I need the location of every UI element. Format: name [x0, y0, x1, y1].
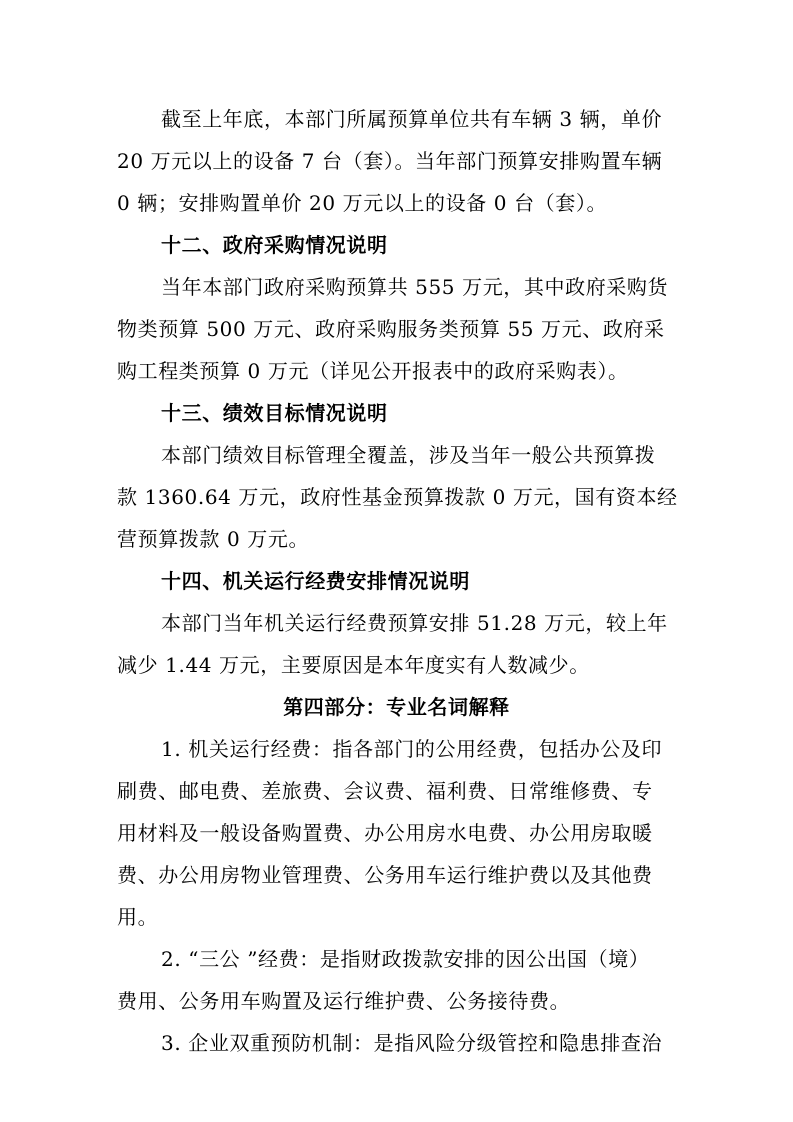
section-heading-operating-costs: 十四、机关运行经费安排情况说明	[161, 569, 470, 593]
glossary-item-3-line-1: 3. 企业双重预防机制：是指风险分级管控和隐患排查治	[161, 1031, 663, 1055]
paragraph-vehicles-line-1: 截至上年底，本部门所属预算单位共有车辆 3 辆，单价	[161, 107, 663, 131]
glossary-item-1-line-1: 1. 机关运行经费：指各部门的公用经费，包括办公及印	[161, 737, 663, 761]
paragraph-operating-costs-line-2: 减少 1.44 万元，主要原因是本年度实有人数减少。	[117, 653, 590, 677]
paragraph-procurement-line-3: 购工程类预算 0 万元（详见公开报表中的政府采购表）。	[117, 359, 629, 383]
glossary-item-2-line-1: 2. “三公 ”经费：是指财政拨款安排的因公出国（境）	[161, 947, 650, 971]
glossary-item-1-line-5: 用。	[117, 905, 159, 929]
glossary-item-2-line-2: 费用、公务用车购置及运行维护费、公务接待费。	[117, 989, 571, 1013]
section-heading-procurement: 十二、政府采购情况说明	[161, 233, 388, 257]
section-heading-performance: 十三、绩效目标情况说明	[161, 401, 388, 425]
glossary-item-1-line-4: 费、办公用房物业管理费、公务用车运行维护费以及其他费	[117, 863, 653, 887]
paragraph-performance-line-1: 本部门绩效目标管理全覆盖，涉及当年一般公共预算拨	[161, 443, 656, 467]
paragraph-vehicles-line-2: 20 万元以上的设备 7 台（套）。当年部门预算安排购置车辆	[117, 149, 663, 173]
paragraph-operating-costs-line-1: 本部门当年机关运行经费预算安排 51.28 万元，较上年	[161, 611, 668, 635]
paragraph-performance-line-3: 营预算拨款 0 万元。	[117, 527, 310, 551]
paragraph-performance-line-2: 款 1360.64 万元，政府性基金预算拨款 0 万元，国有资本经	[117, 485, 678, 509]
paragraph-procurement-line-1: 当年本部门政府采购预算共 555 万元，其中政府采购货	[161, 275, 669, 299]
glossary-item-1-line-2: 刷费、邮电费、差旅费、会议费、福利费、日常维修费、专	[117, 779, 653, 803]
paragraph-procurement-line-2: 物类预算 500 万元、政府采购服务类预算 55 万元、政府采	[117, 317, 665, 341]
paragraph-vehicles-line-3: 0 辆；安排购置单价 20 万元以上的设备 0 台（套）。	[117, 191, 608, 215]
part-title-glossary: 第四部分：专业名词解释	[283, 695, 510, 719]
glossary-item-1-line-3: 用材料及一般设备购置费、办公用房水电费、办公用房取暖	[117, 821, 653, 845]
